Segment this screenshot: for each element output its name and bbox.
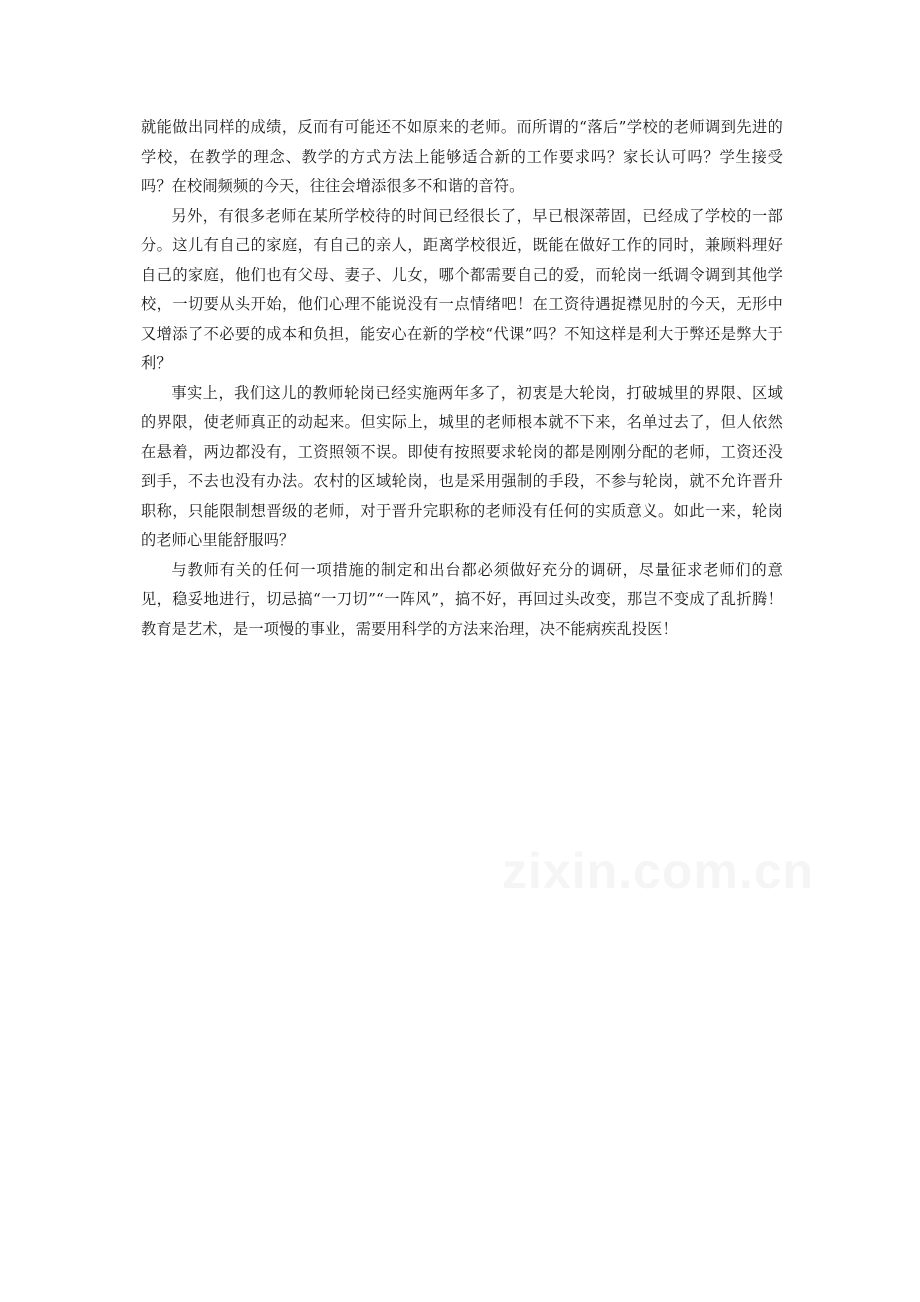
paragraph-4: 与教师有关的任何一项措施的制定和出台都必须做好充分的调研，尽量征求老师们的意见，稳妥地进行，切忌搞“一刀切”“一阵风”，搞不好，再回过头改变，那岂不变成了乱折腾！教育是艺术，是一项慢的事业，需要用科学的方法来治理，决不能病疾乱投医！ [141,560,783,638]
paragraph-3: 事实上，我们这儿的教师轮岗已经实施两年多了，初衷是大轮岗，打破城里的界限、区域的界限，使老师真正的动起来。但实际上，城里的老师根本就不下来，名单过去了，但人依然在悬着，两边都没有，工资照领不误。即使有按照要求轮岗的都是刚刚分配的老师，工资还没到手，不去也没有办法。农村的区域轮岗，也是采用强制的手段，不参与轮岗，就不允许晋升职称，只能限制想晋级的老师，对于晋升完职称的老师没有任何的实质意义。如此一来，轮岗的老师心里能舒服吗？ [141,383,783,549]
watermark-text: zixin.com.cn [502,843,815,899]
paragraph-2: 另外，有很多老师在某所学校待的时间已经很长了，早已根深蒂固，已经成了学校的一部分。这儿有自己的家庭，有自己的亲人，距离学校很近，既能在做好工作的同时，兼顾料理好自己的家庭，他们也有父母、妻子、儿女，哪个都需要自己的爱，而轮岗一纸调令调到其他学校，一切要从头开始，他们心理不能说没有一点情绪吧！在工资待遇捉襟见肘的今天，无形中又增添了不必要的成本和负担，能安心在新的学校“代课”吗？不知这样是利大于弊还是弊大于利？ [141,206,783,372]
document-body [141,113,783,644]
paragraph-1: 就能做出同样的成绩，反而有可能还不如原来的老师。而所谓的“落后”学校的老师调到先进的学校，在教学的理念、教学的方式方法上能够适合新的工作要求吗？家长认可吗？学生接受吗？在校闹频频的今天，往往会增添很多不和谐的音符。 [141,118,783,195]
